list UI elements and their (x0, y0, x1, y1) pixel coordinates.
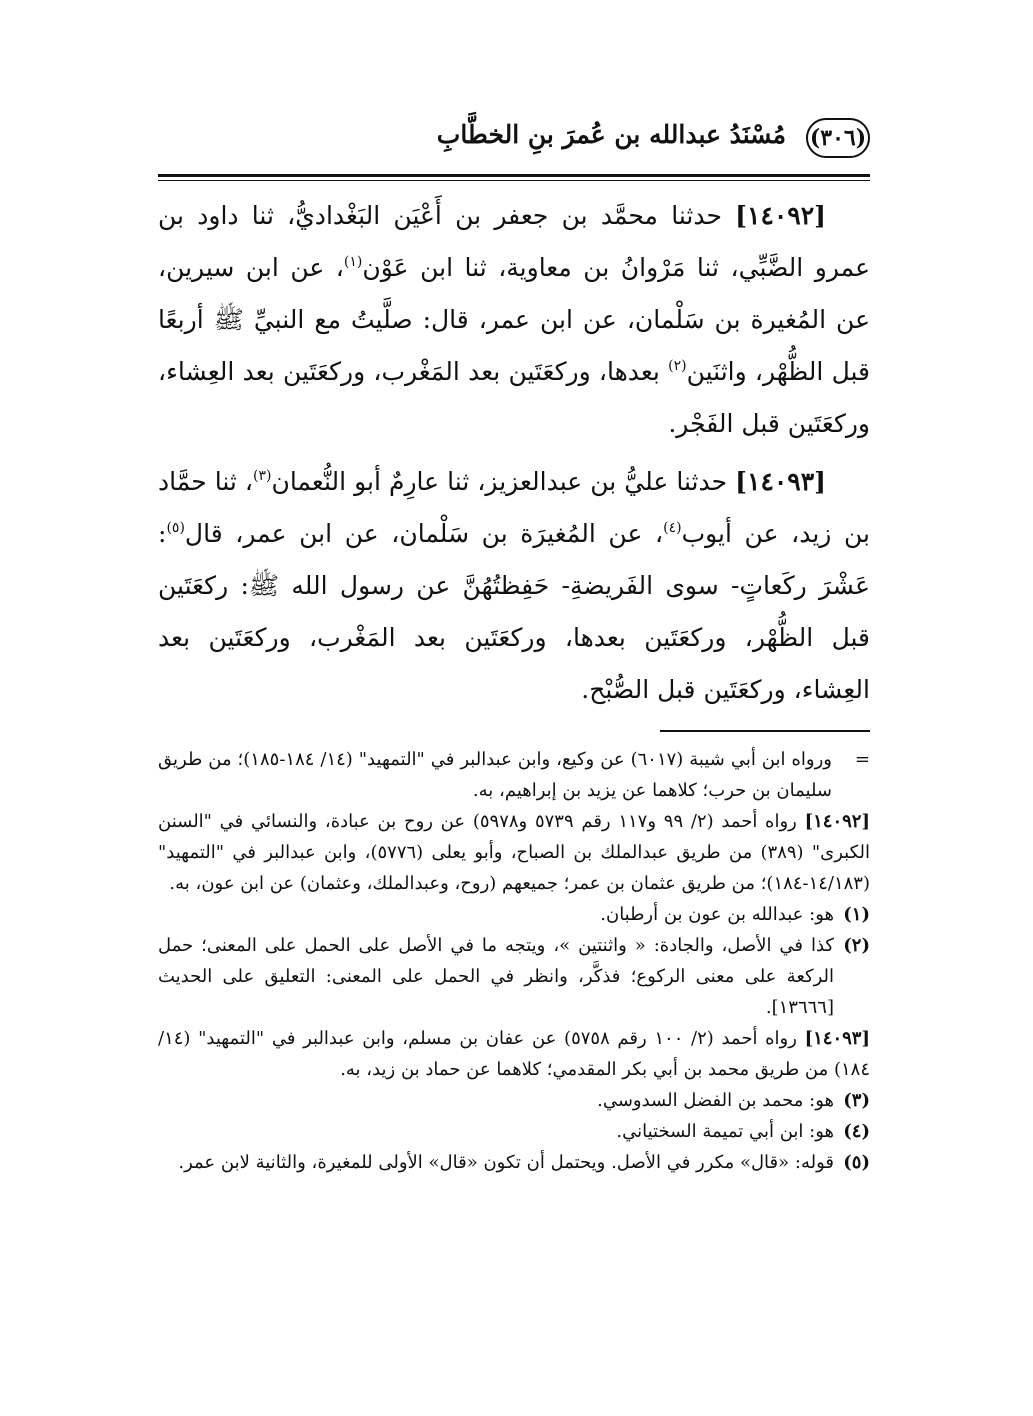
hadith-text: ، ثنا حمَّاد بن زيد، عن أيوب (158, 467, 870, 548)
footnote-marker: (٣) (843, 1090, 870, 1111)
footnote-ref-14092 (158, 806, 870, 899)
header-rule-thin (158, 180, 870, 181)
footnote-hadith-number: [١٤٠٩٢] (804, 811, 870, 832)
continuation-marker: = (854, 749, 870, 770)
footnote-ref: (٣) (252, 468, 272, 484)
footnote-text: كذا في الأصل، والجادة: « واثنتين »، ويتجه ما في الأصل على الحمل على المعنى؛ حمل الركعة على معنى الركوع؛ فذكَّر، وانظر في الحمل على المعنى: التعليق على الحديث [١٣٦٦٦]. (158, 935, 834, 1018)
footnote-continuation (158, 744, 870, 806)
hadith-text: حدثنا عليُّ بن عبدالعزيز، ثنا عارِمٌ أبو النُّعمان (271, 467, 736, 496)
footnote-ref: (٤) (663, 520, 682, 536)
footnotes (158, 744, 870, 1178)
hadith-number: [١٤٠٩٢] (735, 201, 826, 230)
hadith-text: : عَشْرَ ركَعاتٍ- سوى الفَريضةِ- حَفِظتُهُنَّ عن رسول الله ﷺ: ركعَتَين قبل الظُّهْر، وركعَتَين بعدها، وركعَتَين بعد المَغْرب، وركعَتَين بعد العِشاء، وركعَتَين قبل الصُّبْح. (158, 519, 870, 704)
page-header (158, 118, 870, 168)
hadith-text: ، عن المُغيرَة بن سَلْمان، عن ابن عمر، قال (184, 519, 664, 548)
footnote-text: هو: محمد بن الفضل السدوسي. (597, 1090, 834, 1111)
footnote-4 (158, 1116, 870, 1147)
hadith-text: بعدها، وركعَتَين بعد المَغْرب، وركعَتَين بعد العِشاء، وركعَتَين قبل الفَجْر. (158, 357, 870, 438)
hadith-text: حدثنا محمَّد بن جعفر بن أَعْيَن البَغْداديُّ، ثنا داود بن عمرو الضَّبِّي، ثنا مَرْوانُ بن معاوية، ثنا ابن عَوْن (158, 201, 870, 282)
footnote-ref: (٥) (166, 520, 185, 536)
hadith-number: [١٤٠٩٣] (735, 467, 826, 496)
footnote-2 (158, 930, 870, 1023)
footnote-text: هو: ابن أبي تميمة السختياني. (616, 1121, 834, 1142)
footnote-marker: (١) (843, 904, 870, 925)
page-number: (٣٠٦) (806, 118, 870, 158)
footnote-ref: (١) (343, 254, 363, 270)
footnote-marker: (٤) (843, 1121, 870, 1142)
hadith-text: ، عن ابن سيرين، عن المُغيرة بن سَلْمان، عن ابن عمر، قال: صلَّيتُ مع النبيِّ ﷺ أربعًا قبل الظُّهْر، واثنَين (158, 253, 871, 386)
header-rule-thick (158, 174, 870, 177)
footnote-1 (158, 899, 870, 930)
footnote-text: رواه أحمد (٢/ ٩٩ و١١٧ رقم ٥٧٣٩ و٥٩٧٨) عن روح بن عبادة، والنسائي في "السنن الكبرى" (٣٨٩) من طريق عبدالملك بن الصباح، وأبو يعلى (٥٧٧٦)، وابن عبدالبر في "التمهيد" (١٤/١٨٣-١٨٤)؛ من طريق عثمان بن عمر؛ جميعهم (روح، وعبدالملك، وعثمان) عن ابن عون، به. (158, 811, 871, 894)
footnote-marker: (٢) (843, 935, 870, 956)
footnote-ref: (٢) (668, 358, 687, 374)
footnote-marker: (٥) (843, 1152, 870, 1173)
footnote-5 (158, 1147, 870, 1178)
footnote-text: ورواه ابن أبي شيبة (٦٠١٧) عن وكيع، وابن عبدالبر في "التمهيد" (١٤/ ١٨٤-١٨٥)؛ من طريق سليمان بن حرب؛ كلاهما عن يزيد بن إبراهيم، به. (158, 749, 832, 801)
hadith-14093 (158, 456, 870, 716)
footnote-text: قوله: «قال» مكرر في الأصل. ويحتمل أن تكون «قال» الأولى للمغيرة، والثانية لابن عمر. (178, 1152, 834, 1173)
footnote-text: هو: عبدالله بن عون بن أرطبان. (600, 904, 834, 925)
hadith-14092 (158, 190, 870, 450)
footnote-hadith-number: [١٤٠٩٣] (804, 1028, 870, 1049)
footnote-text: رواه أحمد (٢/ ١٠٠ رقم ٥٧٥٨) عن عفان بن مسلم، وابن عبدالبر في "التمهيد" (١٤/ ١٨٤) من طريق محمد بن أبي بكر المقدمي؛ كلاهما عن حماد بن زيد، به. (158, 1028, 870, 1080)
footnote-3 (158, 1085, 870, 1116)
footnote-separator (660, 730, 870, 732)
footnote-ref-14093 (158, 1023, 870, 1085)
running-title: مُسْنَدُ عبدالله بن عُمرَ بنِ الخطَّابِ (436, 120, 786, 149)
main-text (158, 190, 870, 722)
